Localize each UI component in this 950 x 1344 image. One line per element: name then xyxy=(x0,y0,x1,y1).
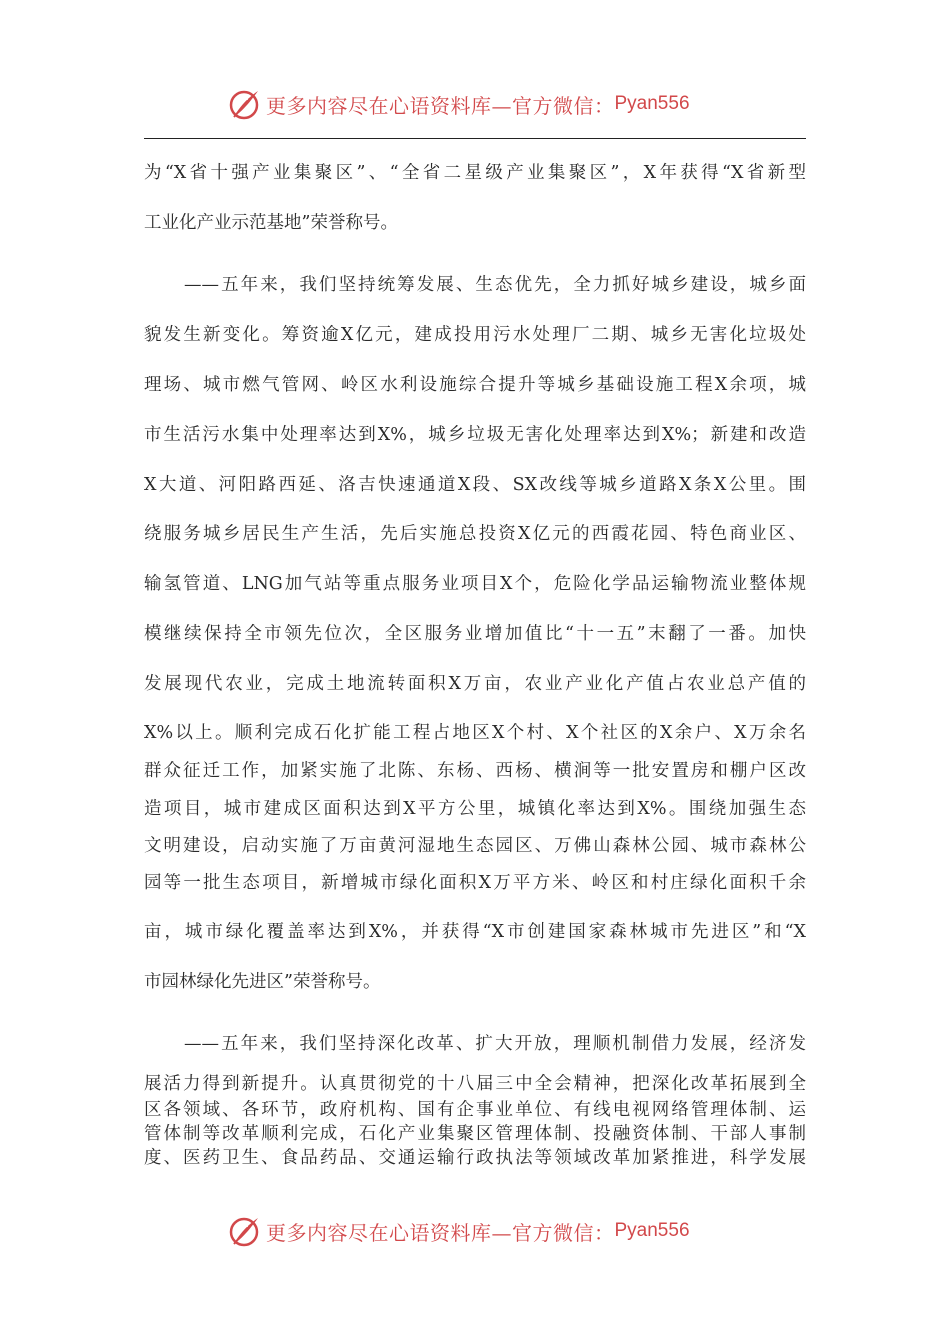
text-line: 貌发生新变化。筹资逾X亿元，建成投用污水处理厂二期、城乡无害化垃圾处 xyxy=(144,325,806,345)
banner-text: 更多内容尽在心语资料库—官方微信： xyxy=(266,93,615,118)
quill-pen-logo-icon xyxy=(228,87,262,121)
text-line: 理场、城市燃气管网、岭区水利设施综合提升等城乡基础设施工程X余项，城 xyxy=(144,375,806,395)
text-line: 管体制等改革顺利完成，石化产业集聚区管理体制、投融资体制、干部人事制 xyxy=(144,1124,806,1144)
text-line: 园等一批生态项目，新增城市绿化面积X万平方米、岭区和村庄绿化面积千余 xyxy=(144,873,806,893)
text-line: 模继续保持全市领先位次，全区服务业增加值比“十一五”末翻了一番。加快 xyxy=(144,624,806,644)
text-line: 群众征迁工作，加紧实施了北陈、东杨、西杨、横涧等一批安置房和棚户区改 xyxy=(144,761,806,781)
text-line: 输氢管道、LNG加气站等重点服务业项目X个，危险化学品运输物流业整体规 xyxy=(144,574,806,594)
text-line: 绕服务城乡居民生产生活，先后实施总投资X亿元的西霞花园、特色商业区、 xyxy=(144,524,806,544)
text-line: X大道、河阳路西延、洛吉快速通道X段、SX改线等城乡道路X条X公里。围 xyxy=(144,475,806,495)
text-line: 度、医药卫生、食品药品、交通运输行政执法等领域改革加紧推进，科学发展 xyxy=(144,1148,806,1168)
text-line: 市园林绿化先进区”荣誉称号。 xyxy=(144,972,381,992)
banner-text: 更多内容尽在心语资料库—官方微信： xyxy=(266,1220,615,1245)
text-line: 工业化产业示范基地”荣誉称号。 xyxy=(144,213,398,233)
text-line: 造项目，城市建成区面积达到X平方公里，城镇化率达到X%。围绕加强生态 xyxy=(144,799,806,819)
text-line: X%以上。顺利完成石化扩能工程占地区X个村、X个社区的X余户、X万余名 xyxy=(144,723,806,743)
banner-wechat-id: Pyan556 xyxy=(614,1220,690,1241)
quill-pen-logo-icon xyxy=(228,1214,262,1248)
text-line: 发展现代农业，完成土地流转面积X万亩，农业产业化产值占农业总产值的 xyxy=(144,674,806,694)
text-line: 区各领域、各环节，政府机构、国有企事业单位、有线电视网络管理体制、运 xyxy=(144,1100,806,1120)
header-banner xyxy=(0,84,950,124)
text-line: 展活力得到新提升。认真贯彻党的十八届三中全会精神，把深化改革拓展到全 xyxy=(144,1074,806,1094)
text-line: 文明建设，启动实施了万亩黄河湿地生态园区、万佛山森林公园、城市森林公 xyxy=(144,836,806,856)
text-line: 亩，城市绿化覆盖率达到X%，并获得“X市创建国家森林城市先进区”和“X xyxy=(144,922,806,942)
text-line: 为“X省十强产业集聚区”、“全省二星级产业集聚区”，X年获得“X省新型 xyxy=(144,163,806,183)
footer-banner xyxy=(0,1211,950,1251)
text-line: 市生活污水集中处理率达到X%，城乡垃圾无害化处理率达到X%；新建和改造 xyxy=(144,425,806,445)
text-line: ——五年来，我们坚持统筹发展、生态优先，全力抓好城乡建设，城乡面 xyxy=(184,275,806,295)
text-line: ——五年来，我们坚持深化改革、扩大开放，理顺机制借力发展，经济发 xyxy=(184,1034,806,1054)
header-divider xyxy=(144,138,806,139)
banner-wechat-id: Pyan556 xyxy=(614,93,690,114)
